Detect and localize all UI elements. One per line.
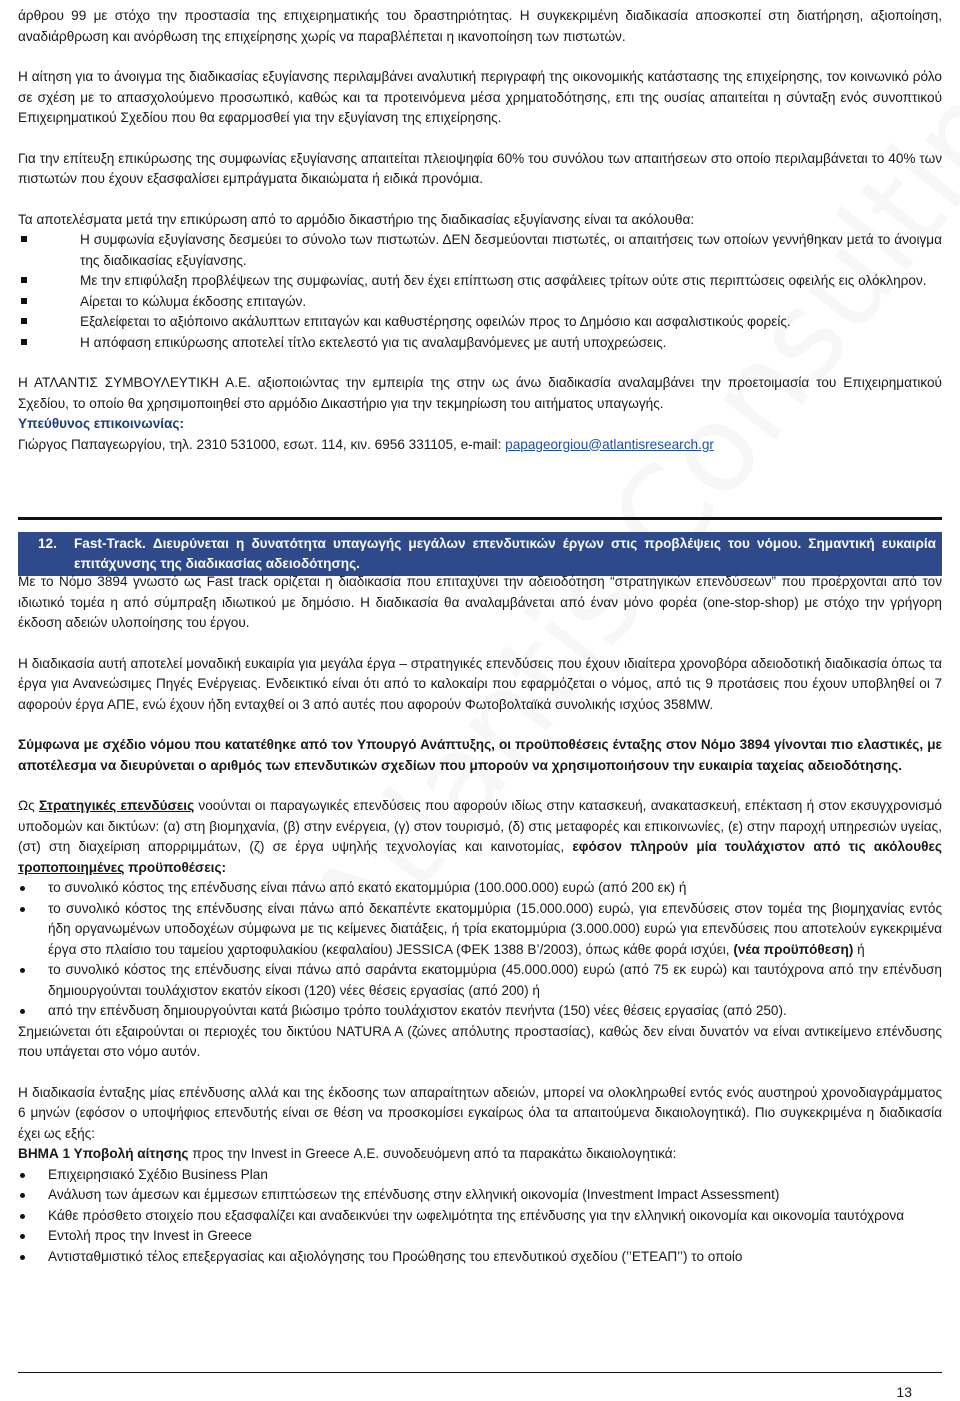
list-item: το συνολικό κόστος της επένδυσης είναι πάνω από εκατό εκατομμύρια (100.000.000) ευρώ (από 200 εκ) ή — [18, 878, 942, 899]
strategic-definition — [18, 796, 942, 878]
list-item: Εξαλείφεται το αξιόποινο ακάλυπτων επιταγών και καθυστέρησης οφειλών προς το Δημόσιο και ασφαλιστικούς φορείς. — [18, 312, 942, 333]
list-item: Η απόφαση επικύρωσης αποτελεί τίτλο εκτελεστό για τις αναλαμβανόμενες με αυτή υποχρεώσεις. — [18, 333, 942, 354]
section-title: Fast-Track. Διευρύνεται η δυνατότητα υπαγωγής μεγάλων επενδυτικών έργων στις προβλέψεις του νόμου. Σημαντική ευκαιρία επιτάχυνσης της διαδικασίας αδειοδότησης. — [74, 536, 936, 571]
atlantis-paragraph: Η ΑΤΛΑΝΤΙΣ ΣΥΜΒΟΥΛΕΥΤΙΚΗ Α.Ε. αξιοποιώντας την εμπειρία της στην ως άνω διαδικασία αναλαμβάνει την προετοιμασία του Επιχειρηματικού Σχεδίου, το οποίο θα χρησιμοποιηθεί στο αρμόδιο Δικαστήριο για την τεκμηρίωση του αιτήματος υπαγωγής. — [18, 375, 942, 411]
text-span: Ως — [18, 798, 39, 813]
list-item: από την επένδυση δημιουργούνται κατά βιώσιμο τρόπο τουλάχιστον εκατόν πενήντα (150) νέες θέσεις εργασίας (από 250). — [18, 1001, 942, 1022]
section-11-continued — [18, 6, 942, 455]
documents-list — [18, 1165, 942, 1268]
modified-term: τροποποιημένες — [18, 859, 125, 875]
fast-track-paragraph: Με το Νόμο 3894 γνωστό ως Fast track ορίζεται η διαδικασία που επιταχύνει την αδειοδότηση “στρατηγικών επενδύσεων” που προέρχονται από τον ιδιωτικό τομέα η από σύμπραξη ιδιωτικού με δημόσιο. Η διαδικασία θα αναλαμβάνεται από έναν μόνο φορέα (one-stop-shop) με στόχο την γρήγορη έκδοση αδειών υλοποίησης του έργου. — [18, 574, 942, 630]
strategic-term: Στρατηγικές επενδύσεις — [39, 798, 195, 813]
list-item: Ανάλυση των άμεσων και έμμεσων επιπτώσεων της επένδυσης στην ελληνική οικονομία (Investment Impact Assessment) — [18, 1185, 942, 1206]
new-condition-tag: (νέα προϋπόθεση) — [733, 941, 854, 957]
results-intro: Τα αποτελέσματα μετά την επικύρωση από το αρμόδιο δικαστήριο της διαδικασίας εξυγίανσης είναι τα ακόλουθα: — [18, 211, 695, 227]
intro-paragraph: άρθρου 99 με στόχο την προστασία της επιχειρηματικής του δραστηριότητας. Η συγκεκριμένη διαδικασία αποσκοπεί στη διατήρηση, αξιοποίηση, αναδιάρθρωση και ανόρθωση της επιχείρησης χωρίς να παραβλέπεται η ικανοποίηση των πιστωτών. — [18, 8, 942, 44]
step-1 — [18, 1144, 942, 1165]
list-item: Εντολή προς την Invest in Greece — [18, 1226, 942, 1247]
results-list — [18, 230, 942, 353]
section-12-body — [18, 572, 942, 1267]
contact-line — [18, 435, 942, 456]
section-divider — [18, 517, 942, 520]
conditions-list — [18, 878, 942, 1022]
list-item — [18, 899, 942, 961]
text-span: εφόσον πληρούν μία τουλάχιστον από τις ακόλουθες — [572, 839, 942, 854]
list-item: Επιχειρησιακό Σχέδιο Business Plan — [18, 1165, 942, 1186]
list-item: Με την επιφύλαξη προβλέψεων της συμφωνίας, αυτή δεν έχει επίπτωση στις ασφάλειες τρίτων ούτε στις περιπτώσεις οφειλής εις ολόκληρον. — [18, 271, 942, 292]
list-item: Η συμφωνία εξυγίανσης δεσμεύει το σύνολο των πιστωτών. ΔΕΝ δεσμεύονται πιστωτές, οι απαιτήσεις των οποίων γεννήθηκαν μετά το άνοιγμα της διαδικασίας εξυγίανσης. — [18, 230, 942, 271]
footer-divider — [18, 1372, 942, 1373]
application-paragraph: Η αίτηση για το άνοιγμα της διαδικασίας εξυγίανσης περιλαμβάνει αναλυτική περιγραφή της οικονομικής κατάστασης της επιχείρησης, τον κοινωνικό ρόλο σε σχέση με το απασχολούμενο προσωπικό, καθώς και τα προτεινόμενα μέσα χρηματοδότησης, επι της ουσίας απαιτείται η σύνταξη ενός συνοπτικού Επιχειρηματικού Σχεδίου που θα εφαρμοσθεί για την εξυγίανση της επιχείρησης. — [18, 69, 942, 125]
text-span: προς την Invest in Greece Α.Ε. συνοδευόμενη από τα παρακάτω δικαιολογητικά: — [188, 1146, 677, 1161]
list-item: Αντισταθμιστικό τέλος επεξεργασίας και αξιολόγησης του Προώθησης του επενδυτικού σχεδίου (’’ΕΤΕΑΠ’’) το οποίο — [18, 1247, 942, 1268]
timeline-paragraph: Η διαδικασία ένταξης μίας επένδυσης αλλά και της έκδοσης των απαραίτητων αδειών, μπορεί να ολοκληρωθεί εντός ενός αυστηρού χρονοδιαγράμματος 6 μηνών (εφόσον ο υποψήφιος επενδυτής είναι σε θέση να προσκομίσει εγκαίρως όλα τα απαιτούμενα δικαιολογητικά). Πιο συγκεκριμένα η διαδικασία έχει ως εξής: — [18, 1084, 942, 1141]
list-item: Αίρεται το κώλυμα έκδοσης επιταγών. — [18, 292, 942, 313]
contact-text: Γιώργος Παπαγεωργίου, τηλ. 2310 531000, εσωτ. 114, κιν. 6956 331105, e-mail: — [18, 436, 506, 452]
text-span: το συνολικό κόστος της επένδυσης είναι πάνω από δεκαπέντε εκατομμύρια (15.000.000) ευρώ, για επενδύσεις στον τομέα της βιομηχανίας εντός ήδη οργανωμένων υποδοχέων σύμφωνα με τις κείμενες διατάξεις, ή τρία εκατομμύρια (3.000.000) ευρώ για επενδύσεις που αποτελούν εγκεκριμένα έργα στο πλαίσιο του ταμείου χαρτοφυλακίου (κεφαλαίου) JESSICA (ΦΕΚ 1388 Β’/2003), όπως κάθε φορά ισχύει, — [48, 900, 942, 957]
contact-label: Υπεύθυνος επικοινωνίας: — [18, 416, 184, 431]
page-number: 13 — [896, 1384, 912, 1400]
natura-paragraph: Σημειώνεται ότι εξαιρούνται οι περιοχές του δικτύου NATURA A (ζώνες απόλυτης προστασίας), καθώς δεν είναι δυνατόν να είναι αντικείμενο επένδυσης που υπάγεται στο νόμο αυτόν. — [18, 1023, 942, 1059]
section-12-header — [18, 532, 942, 576]
ratification-paragraph: Για την επίτευξη επικύρωσης της συμφωνίας εξυγίανσης απαιτείται πλειοψηφία 60% του συνόλου των απαιτήσεων στο οποίο περιλαμβάνεται το 40% των πιστωτών που έχουν εξασφαλίσει εμπράγματα δικαιώματα ή ειδικά προνόμια. — [18, 150, 942, 186]
opportunity-paragraph: Η διαδικασία αυτή αποτελεί μοναδική ευκαιρία για μεγάλα έργα – στρατηγικές επενδύσεις που έχουν ιδιαίτερα χρονοβόρα αδειοδοτική διαδικασία όπως τα έργα για Ανανεώσιμες Πηγές Ενέργειας. Ενδεικτικό είναι ότι από το καλοκαίρι που εφαρμόζεται ο νόμος, από τις 9 προτάσεις που έχουν υποβληθεί οι 7 αφορούν έργα ΑΠΕ, ενώ έχουν ήδη ενταχθεί οι 3 από αυτές που αφορούν Φωτοβολταϊκά συνολικής ισχύος 358MW. — [18, 655, 942, 712]
text-span: προϋποθέσεις: — [124, 859, 227, 875]
list-item: το συνολικό κόστος της επένδυσης είναι πάνω από σαράντα εκατομμύρια (45.000.000) ευρώ (από 75 εκ ευρώ) και ταυτόχρονα από την επένδυση δημιουργούνται τουλάχιστον εκατόν είκοσι (120) νέες θέσεις εργασίας (από 200) ή — [18, 960, 942, 1001]
text-span: ή — [853, 941, 865, 957]
list-item: Κάθε πρόσθετο στοιχείο που εξασφαλίζει και αναδεικνύει την ωφελιμότητα της επένδυσης για την ελληνική οικονομία και οικονομία ταυτόχρονα — [18, 1206, 942, 1227]
text-span: νοούνται οι παραγωγικές επενδύσεις που αφορούν ιδίως στην κατασκευή, ανακατασκευή, επέκταση ή στον εκσυγχρονισμό υποδομών και δικτύων: (α) στη βιομηχανία, (β) στην ενέργεια, (γ) στον τουρισμό, (δ) στις μεταφορές και επικοινωνίες, (ε) στην παροχή υπηρεσιών υγείας, (στ) στη διαχείριση απορριμμάτων, (ζ) σε έργα υψηλής τεχνολογίας και καινοτομίας, — [18, 798, 942, 854]
bill-paragraph: Σύμφωνα με σχέδιο νόμου που κατατέθηκε από τον Υπουργό Ανάπτυξης, οι προϋποθέσεις ένταξης στον Νόμο 3894 γίνονται πιο ελαστικές, με αποτέλεσμα να διευρύνεται ο αριθμός των επενδυτικών σχεδίων που μπορούν να χρησιμοποιήσουν την ευκαιρία ταχείας αδειοδότησης. — [18, 737, 942, 773]
step-1-label: ΒΗΜΑ 1 Υποβολή αίτησης — [18, 1146, 189, 1161]
contact-email-link[interactable]: papageorgiou@atlantisresearch.gr — [505, 436, 714, 452]
section-number: 12. — [38, 536, 57, 551]
